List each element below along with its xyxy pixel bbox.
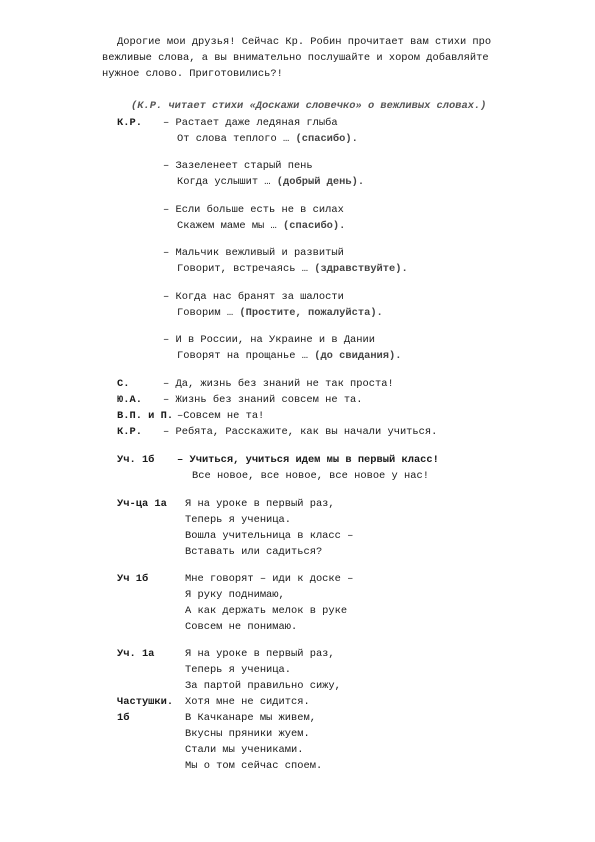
- verse-line: Я на уроке в первый раз,: [185, 648, 335, 660]
- verse-line: Говорят на прощанье … (до свидания).: [177, 350, 402, 362]
- speaker-label: Уч-ца 1а: [117, 498, 167, 510]
- verse-line: Говорит, встречаясь … (здравствуйте).: [177, 263, 408, 275]
- speaker-label: Уч. 1а: [117, 648, 155, 660]
- verse-line: Мне говорят – иди к доске –: [185, 573, 354, 585]
- verse-line: Вошла учительница в класс –: [185, 530, 354, 542]
- answer-word: (Простите, пожалуйста).: [239, 307, 383, 319]
- intro-line: вежливые слова, а вы внимательно послушайте и хором добавляйте: [102, 52, 489, 64]
- speaker-label: К.Р.: [117, 117, 142, 129]
- verse-line: – И в России, на Украине и в Дании: [163, 334, 376, 346]
- intro-line: нужное слово. Приготовились?!: [102, 68, 283, 80]
- verse-line: – Учиться, учиться идем мы в первый класс!: [177, 454, 439, 466]
- verse-line: Стали мы учениками.: [185, 744, 304, 756]
- verse-line: – Растает даже ледяная глыба: [163, 117, 338, 129]
- intro-line: Дорогие мои друзья! Сейчас Кр. Робин прочитает вам стихи про: [117, 36, 492, 48]
- answer-word: (до свидания).: [314, 350, 402, 362]
- speaker-label: К.Р.: [117, 426, 142, 438]
- verse-line: Говорим … (Простите, пожалуйста).: [177, 307, 383, 319]
- answer-word: (спасибо).: [295, 133, 358, 145]
- verse-line: – Когда нас бранят за шалости: [163, 291, 344, 303]
- verse-line: В Качканаре мы живем,: [185, 712, 316, 724]
- verse-line: Скажем маме мы … (спасибо).: [177, 220, 346, 232]
- speaker-label: 1б: [117, 712, 130, 724]
- answer-word: (спасибо).: [283, 220, 346, 232]
- speaker-label: Уч. 1б: [117, 454, 155, 466]
- speaker-label: Уч 1б: [117, 573, 149, 585]
- dialog-line: – Жизнь без знаний совсем не та.: [163, 394, 363, 406]
- stage-direction: (К.Р. читает стихи «Доскажи словечко» о вежливых словах.): [131, 100, 487, 112]
- verse-line: – Мальчик вежливый и развитый: [163, 247, 344, 259]
- verse-line: Вставать или садиться?: [185, 546, 323, 558]
- verse-line: Я руку поднимаю,: [185, 589, 285, 601]
- verse-line: Мы о том сейчас споем.: [185, 760, 323, 772]
- answer-word: (добрый день).: [276, 176, 365, 188]
- verse-line: За партой правильно сижу,: [185, 680, 341, 692]
- speaker-label: С.: [117, 378, 130, 390]
- verse-line: Когда услышит … (добрый день).: [177, 176, 365, 188]
- dialog-line: –Совсем не та!: [177, 410, 265, 422]
- section-title: Частушки.: [117, 696, 174, 708]
- verse-line: – Если больше есть не в силах: [163, 204, 344, 216]
- verse-line: Вкусны пряники жуем.: [185, 728, 310, 740]
- verse-line: А как держать мелок в руке: [185, 605, 348, 617]
- verse-line: Хотя мне не сидится.: [185, 696, 310, 708]
- verse-line: Все новое, все новое, все новое у нас!: [192, 470, 429, 482]
- verse-line: Теперь я ученица.: [185, 664, 292, 676]
- speaker-label: Ю.А.: [117, 394, 142, 406]
- dialog-line: – Ребята, Расскажите, как вы начали учиться.: [163, 426, 438, 438]
- verse-line: – Зазеленеет старый пень: [163, 160, 313, 172]
- dialog-line: – Да, жизнь без знаний не так проста!: [163, 378, 394, 390]
- speaker-label: В.П. и П.: [117, 410, 174, 422]
- answer-word: (здравствуйте).: [314, 263, 408, 275]
- verse-line: Я на уроке в первый раз,: [185, 498, 335, 510]
- verse-line: Теперь я ученица.: [185, 514, 292, 526]
- verse-line: От слова теплого … (спасибо).: [177, 133, 358, 145]
- verse-line: Совсем не понимаю.: [185, 621, 298, 633]
